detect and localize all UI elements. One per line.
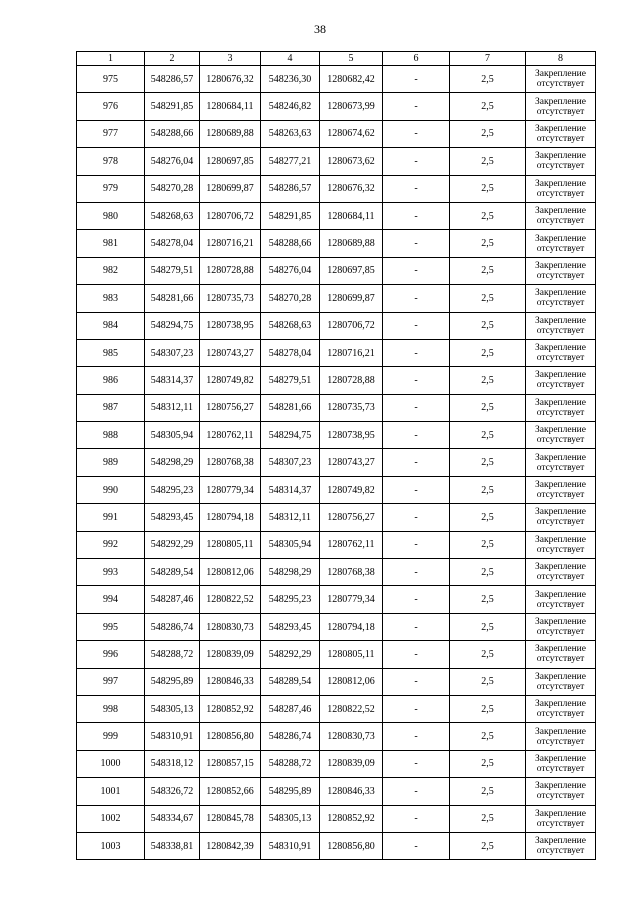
column-6-cell: - [383, 422, 450, 449]
column-7-cell: 2,5 [450, 66, 526, 93]
x-start-cell: 548293,45 [145, 504, 200, 531]
point-number-cell: 993 [77, 559, 145, 586]
point-number-cell: 1001 [77, 778, 145, 805]
x-end-cell: 548310,91 [261, 832, 320, 859]
column-6-cell: - [383, 531, 450, 558]
y-end-cell: 1280839,09 [320, 750, 383, 777]
point-number-cell: 984 [77, 312, 145, 339]
x-start-cell: 548314,37 [145, 367, 200, 394]
column-7-cell: 2,5 [450, 531, 526, 558]
note-cell: Закрепление отсутствует [526, 559, 596, 586]
column-6-cell: - [383, 202, 450, 229]
column-7-cell: 2,5 [450, 120, 526, 147]
x-end-cell: 548293,45 [261, 613, 320, 640]
note-cell: Закрепление отсутствует [526, 695, 596, 722]
note-cell: Закрепление отсутствует [526, 531, 596, 558]
y-start-cell: 1280842,39 [200, 832, 261, 859]
y-end-cell: 1280743,27 [320, 449, 383, 476]
y-start-cell: 1280856,80 [200, 723, 261, 750]
column-7-cell: 2,5 [450, 586, 526, 613]
column-header-3: 3 [200, 52, 261, 66]
table-row [77, 695, 596, 722]
y-end-cell: 1280674,62 [320, 120, 383, 147]
column-6-cell: - [383, 257, 450, 284]
x-end-cell: 548294,75 [261, 422, 320, 449]
column-header-1: 1 [77, 52, 145, 66]
column-7-cell: 2,5 [450, 257, 526, 284]
point-number-cell: 990 [77, 476, 145, 503]
column-6-cell: - [383, 175, 450, 202]
column-7-cell: 2,5 [450, 148, 526, 175]
table-row [77, 120, 596, 147]
x-start-cell: 548326,72 [145, 778, 200, 805]
note-cell: Закрепление отсутствует [526, 202, 596, 229]
y-start-cell: 1280735,73 [200, 285, 261, 312]
point-number-cell: 988 [77, 422, 145, 449]
table-row [77, 202, 596, 229]
note-cell: Закрепление отсутствует [526, 476, 596, 503]
column-6-cell: - [383, 230, 450, 257]
x-start-cell: 548318,12 [145, 750, 200, 777]
table-row [77, 723, 596, 750]
table-row [77, 367, 596, 394]
column-7-cell: 2,5 [450, 449, 526, 476]
table-row [77, 339, 596, 366]
x-end-cell: 548286,57 [261, 175, 320, 202]
column-6-cell: - [383, 723, 450, 750]
y-end-cell: 1280852,92 [320, 805, 383, 832]
table-row [77, 504, 596, 531]
point-number-cell: 989 [77, 449, 145, 476]
table-row [77, 148, 596, 175]
x-end-cell: 548312,11 [261, 504, 320, 531]
x-start-cell: 548338,81 [145, 832, 200, 859]
x-end-cell: 548279,51 [261, 367, 320, 394]
x-start-cell: 548288,72 [145, 641, 200, 668]
x-end-cell: 548291,85 [261, 202, 320, 229]
point-number-cell: 999 [77, 723, 145, 750]
x-end-cell: 548278,04 [261, 339, 320, 366]
y-start-cell: 1280762,11 [200, 422, 261, 449]
note-cell: Закрепление отсутствует [526, 422, 596, 449]
column-header-6: 6 [383, 52, 450, 66]
x-end-cell: 548270,28 [261, 285, 320, 312]
note-cell: Закрепление отсутствует [526, 449, 596, 476]
x-end-cell: 548288,66 [261, 230, 320, 257]
column-6-cell: - [383, 367, 450, 394]
y-start-cell: 1280689,88 [200, 120, 261, 147]
note-cell: Закрепление отсутствует [526, 339, 596, 366]
table-row [77, 832, 596, 859]
note-cell: Закрепление отсутствует [526, 230, 596, 257]
table-row [77, 668, 596, 695]
column-header-4: 4 [261, 52, 320, 66]
y-start-cell: 1280852,92 [200, 695, 261, 722]
x-start-cell: 548281,66 [145, 285, 200, 312]
column-7-cell: 2,5 [450, 695, 526, 722]
y-end-cell: 1280676,32 [320, 175, 383, 202]
column-6-cell: - [383, 339, 450, 366]
column-7-cell: 2,5 [450, 504, 526, 531]
x-start-cell: 548288,66 [145, 120, 200, 147]
note-cell: Закрепление отсутствует [526, 148, 596, 175]
x-start-cell: 548298,29 [145, 449, 200, 476]
y-start-cell: 1280756,27 [200, 394, 261, 421]
column-7-cell: 2,5 [450, 750, 526, 777]
y-start-cell: 1280706,72 [200, 202, 261, 229]
note-cell: Закрепление отсутствует [526, 93, 596, 120]
y-end-cell: 1280756,27 [320, 504, 383, 531]
x-start-cell: 548270,28 [145, 175, 200, 202]
point-number-cell: 982 [77, 257, 145, 284]
x-start-cell: 548307,23 [145, 339, 200, 366]
column-6-cell: - [383, 66, 450, 93]
column-6-cell: - [383, 613, 450, 640]
y-start-cell: 1280749,82 [200, 367, 261, 394]
table-row [77, 586, 596, 613]
column-7-cell: 2,5 [450, 202, 526, 229]
column-6-cell: - [383, 312, 450, 339]
y-end-cell: 1280812,06 [320, 668, 383, 695]
x-end-cell: 548246,82 [261, 93, 320, 120]
point-number-cell: 983 [77, 285, 145, 312]
table-row [77, 175, 596, 202]
x-end-cell: 548286,74 [261, 723, 320, 750]
y-start-cell: 1280794,18 [200, 504, 261, 531]
y-end-cell: 1280805,11 [320, 641, 383, 668]
y-end-cell: 1280846,33 [320, 778, 383, 805]
column-6-cell: - [383, 120, 450, 147]
column-7-cell: 2,5 [450, 668, 526, 695]
table-row [77, 531, 596, 558]
y-start-cell: 1280716,21 [200, 230, 261, 257]
note-cell: Закрепление отсутствует [526, 120, 596, 147]
x-end-cell: 548289,54 [261, 668, 320, 695]
point-number-cell: 991 [77, 504, 145, 531]
point-number-cell: 994 [77, 586, 145, 613]
note-cell: Закрепление отсутствует [526, 805, 596, 832]
y-end-cell: 1280762,11 [320, 531, 383, 558]
y-end-cell: 1280768,38 [320, 559, 383, 586]
x-end-cell: 548292,29 [261, 641, 320, 668]
y-end-cell: 1280673,99 [320, 93, 383, 120]
x-end-cell: 548314,37 [261, 476, 320, 503]
column-7-cell: 2,5 [450, 175, 526, 202]
x-end-cell: 548295,89 [261, 778, 320, 805]
x-start-cell: 548286,74 [145, 613, 200, 640]
y-end-cell: 1280673,62 [320, 148, 383, 175]
point-number-cell: 1003 [77, 832, 145, 859]
note-cell: Закрепление отсутствует [526, 504, 596, 531]
y-start-cell: 1280699,87 [200, 175, 261, 202]
column-7-cell: 2,5 [450, 778, 526, 805]
column-6-cell: - [383, 93, 450, 120]
x-end-cell: 548281,66 [261, 394, 320, 421]
column-6-cell: - [383, 805, 450, 832]
column-7-cell: 2,5 [450, 367, 526, 394]
column-6-cell: - [383, 778, 450, 805]
x-end-cell: 548307,23 [261, 449, 320, 476]
x-start-cell: 548305,94 [145, 422, 200, 449]
x-end-cell: 548298,29 [261, 559, 320, 586]
table-row [77, 559, 596, 586]
point-number-cell: 980 [77, 202, 145, 229]
y-start-cell: 1280728,88 [200, 257, 261, 284]
x-start-cell: 548305,13 [145, 695, 200, 722]
column-header-7: 7 [450, 52, 526, 66]
x-start-cell: 548286,57 [145, 66, 200, 93]
note-cell: Закрепление отсутствует [526, 257, 596, 284]
x-start-cell: 548268,63 [145, 202, 200, 229]
table-row [77, 778, 596, 805]
note-cell: Закрепление отсутствует [526, 778, 596, 805]
y-start-cell: 1280846,33 [200, 668, 261, 695]
column-7-cell: 2,5 [450, 613, 526, 640]
table-row [77, 449, 596, 476]
y-end-cell: 1280706,72 [320, 312, 383, 339]
point-number-cell: 1000 [77, 750, 145, 777]
table-row [77, 312, 596, 339]
note-cell: Закрепление отсутствует [526, 641, 596, 668]
note-cell: Закрепление отсутствует [526, 66, 596, 93]
y-start-cell: 1280684,11 [200, 93, 261, 120]
x-end-cell: 548305,94 [261, 531, 320, 558]
y-end-cell: 1280856,80 [320, 832, 383, 859]
coordinates-table [76, 51, 596, 860]
column-header-2: 2 [145, 52, 200, 66]
column-6-cell: - [383, 641, 450, 668]
column-6-cell: - [383, 476, 450, 503]
y-end-cell: 1280822,52 [320, 695, 383, 722]
note-cell: Закрепление отсутствует [526, 586, 596, 613]
y-start-cell: 1280839,09 [200, 641, 261, 668]
y-start-cell: 1280805,11 [200, 531, 261, 558]
column-6-cell: - [383, 586, 450, 613]
y-end-cell: 1280779,34 [320, 586, 383, 613]
point-number-cell: 992 [77, 531, 145, 558]
x-start-cell: 548276,04 [145, 148, 200, 175]
y-start-cell: 1280738,95 [200, 312, 261, 339]
point-number-cell: 977 [77, 120, 145, 147]
column-7-cell: 2,5 [450, 312, 526, 339]
x-start-cell: 548310,91 [145, 723, 200, 750]
column-7-cell: 2,5 [450, 641, 526, 668]
column-7-cell: 2,5 [450, 559, 526, 586]
point-number-cell: 985 [77, 339, 145, 366]
x-end-cell: 548236,30 [261, 66, 320, 93]
y-end-cell: 1280689,88 [320, 230, 383, 257]
table-row [77, 750, 596, 777]
y-start-cell: 1280676,32 [200, 66, 261, 93]
point-number-cell: 1002 [77, 805, 145, 832]
column-7-cell: 2,5 [450, 723, 526, 750]
y-end-cell: 1280830,73 [320, 723, 383, 750]
x-start-cell: 548294,75 [145, 312, 200, 339]
column-6-cell: - [383, 394, 450, 421]
column-header-5: 5 [320, 52, 383, 66]
x-end-cell: 548263,63 [261, 120, 320, 147]
y-end-cell: 1280735,73 [320, 394, 383, 421]
table-row [77, 476, 596, 503]
y-end-cell: 1280682,42 [320, 66, 383, 93]
column-6-cell: - [383, 504, 450, 531]
point-number-cell: 995 [77, 613, 145, 640]
x-end-cell: 548295,23 [261, 586, 320, 613]
page-number: 38 [314, 22, 326, 36]
y-end-cell: 1280697,85 [320, 257, 383, 284]
y-end-cell: 1280728,88 [320, 367, 383, 394]
x-end-cell: 548288,72 [261, 750, 320, 777]
x-start-cell: 548278,04 [145, 230, 200, 257]
column-6-cell: - [383, 668, 450, 695]
table-row [77, 93, 596, 120]
y-start-cell: 1280857,15 [200, 750, 261, 777]
y-start-cell: 1280830,73 [200, 613, 261, 640]
column-7-cell: 2,5 [450, 394, 526, 421]
y-end-cell: 1280716,21 [320, 339, 383, 366]
point-number-cell: 981 [77, 230, 145, 257]
y-end-cell: 1280738,95 [320, 422, 383, 449]
y-end-cell: 1280699,87 [320, 285, 383, 312]
table-row [77, 613, 596, 640]
table-row [77, 805, 596, 832]
note-cell: Закрепление отсутствует [526, 175, 596, 202]
y-start-cell: 1280697,85 [200, 148, 261, 175]
y-start-cell: 1280743,27 [200, 339, 261, 366]
x-start-cell: 548295,23 [145, 476, 200, 503]
column-6-cell: - [383, 832, 450, 859]
table-row [77, 285, 596, 312]
column-7-cell: 2,5 [450, 476, 526, 503]
column-7-cell: 2,5 [450, 805, 526, 832]
point-number-cell: 979 [77, 175, 145, 202]
point-number-cell: 996 [77, 641, 145, 668]
x-end-cell: 548305,13 [261, 805, 320, 832]
note-cell: Закрепление отсутствует [526, 613, 596, 640]
y-start-cell: 1280812,06 [200, 559, 261, 586]
column-6-cell: - [383, 148, 450, 175]
column-7-cell: 2,5 [450, 422, 526, 449]
y-end-cell: 1280684,11 [320, 202, 383, 229]
column-7-cell: 2,5 [450, 285, 526, 312]
x-end-cell: 548268,63 [261, 312, 320, 339]
point-number-cell: 976 [77, 93, 145, 120]
column-6-cell: - [383, 695, 450, 722]
x-start-cell: 548334,67 [145, 805, 200, 832]
table-row [77, 257, 596, 284]
point-number-cell: 978 [77, 148, 145, 175]
point-number-cell: 986 [77, 367, 145, 394]
column-7-cell: 2,5 [450, 832, 526, 859]
x-start-cell: 548279,51 [145, 257, 200, 284]
note-cell: Закрепление отсутствует [526, 394, 596, 421]
column-header-8: 8 [526, 52, 596, 66]
table-body [77, 66, 596, 860]
table-row [77, 66, 596, 93]
note-cell: Закрепление отсутствует [526, 723, 596, 750]
y-start-cell: 1280845,78 [200, 805, 261, 832]
column-7-cell: 2,5 [450, 230, 526, 257]
x-start-cell: 548287,46 [145, 586, 200, 613]
x-start-cell: 548289,54 [145, 559, 200, 586]
x-start-cell: 548295,89 [145, 668, 200, 695]
note-cell: Закрепление отсутствует [526, 750, 596, 777]
table-row [77, 394, 596, 421]
column-6-cell: - [383, 559, 450, 586]
x-end-cell: 548277,21 [261, 148, 320, 175]
point-number-cell: 998 [77, 695, 145, 722]
y-end-cell: 1280794,18 [320, 613, 383, 640]
y-end-cell: 1280749,82 [320, 476, 383, 503]
table-header-row [77, 52, 596, 66]
point-number-cell: 997 [77, 668, 145, 695]
x-start-cell: 548312,11 [145, 394, 200, 421]
table-row [77, 641, 596, 668]
table-row [77, 230, 596, 257]
column-7-cell: 2,5 [450, 93, 526, 120]
y-start-cell: 1280852,66 [200, 778, 261, 805]
y-start-cell: 1280768,38 [200, 449, 261, 476]
y-start-cell: 1280779,34 [200, 476, 261, 503]
point-number-cell: 975 [77, 66, 145, 93]
column-6-cell: - [383, 285, 450, 312]
note-cell: Закрепление отсутствует [526, 832, 596, 859]
column-6-cell: - [383, 449, 450, 476]
x-end-cell: 548287,46 [261, 695, 320, 722]
x-end-cell: 548276,04 [261, 257, 320, 284]
note-cell: Закрепление отсутствует [526, 312, 596, 339]
table-row [77, 422, 596, 449]
note-cell: Закрепление отсутствует [526, 668, 596, 695]
column-6-cell: - [383, 750, 450, 777]
note-cell: Закрепление отсутствует [526, 367, 596, 394]
note-cell: Закрепление отсутствует [526, 285, 596, 312]
y-start-cell: 1280822,52 [200, 586, 261, 613]
column-7-cell: 2,5 [450, 339, 526, 366]
x-start-cell: 548292,29 [145, 531, 200, 558]
x-start-cell: 548291,85 [145, 93, 200, 120]
point-number-cell: 987 [77, 394, 145, 421]
